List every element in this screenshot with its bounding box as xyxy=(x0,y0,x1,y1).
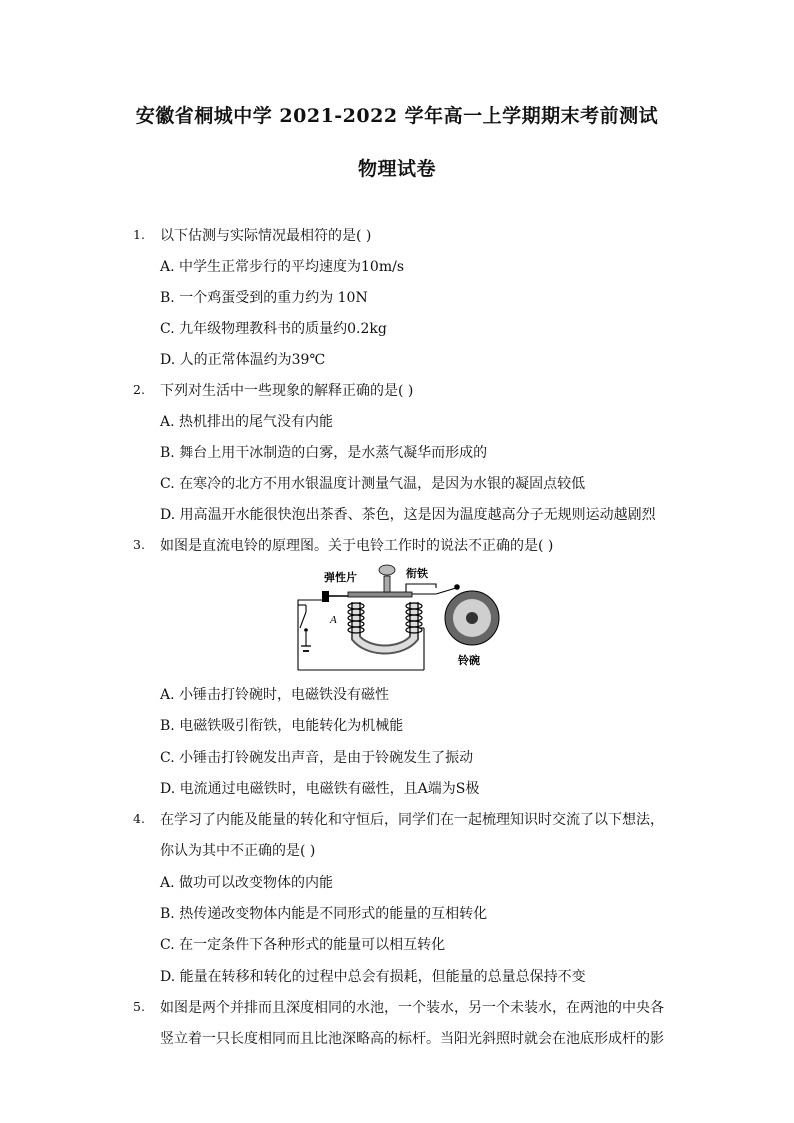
answer-option: B. 舞台上用干冰制造的白雾，是水蒸气凝华而形成的 xyxy=(160,445,488,461)
question-stem-continued: 竖立着一只长度相同而且比池深略高的标杆。当阳光斜照时就会在池底形成杆的影 xyxy=(160,1031,664,1047)
answer-option: B. 电磁铁吸引衔铁，电能转化为机械能 xyxy=(160,718,404,734)
question-stem-continued: 你认为其中不正确的是( ) xyxy=(160,843,316,859)
question-number: 4. xyxy=(133,811,145,826)
answer-option: D. 电流通过电磁铁时，电磁铁有磁性，且A端为S极 xyxy=(160,781,480,797)
label-armature: 衔铁 xyxy=(406,568,428,580)
question-number: 5. xyxy=(133,999,145,1014)
page-title: 安徽省桐城中学 2021-2022 学年高一上学期期末考前测试 xyxy=(135,105,659,127)
question-stem: 下列对生活中一些现象的解释正确的是( ) xyxy=(160,383,414,399)
answer-option: D. 人的正常体温约为39℃ xyxy=(160,352,326,368)
question-number: 2. xyxy=(133,382,145,397)
answer-option: C. 小锤击打铃碗发出声音，是由于铃碗发生了振动 xyxy=(160,750,474,766)
answer-option: B. 热传递改变物体内能是不同形式的能量的互相转化 xyxy=(160,906,488,922)
electric-bell-figure xyxy=(296,560,506,675)
answer-option: C. 九年级物理教科书的质量约0.2kg xyxy=(160,321,387,337)
answer-option: A. 热机排出的尾气没有内能 xyxy=(160,414,334,430)
answer-option: C. 在一定条件下各种形式的能量可以相互转化 xyxy=(160,937,446,953)
question-stem: 如图是直流电铃的原理图。关于电铃工作时的说法不正确的是( ) xyxy=(160,538,554,554)
question-stem: 在学习了内能及能量的转化和守恒后，同学们在一起梳理知识时交流了以下想法， xyxy=(160,812,664,828)
answer-option: D. 能量在转移和转化的过程中总会有损耗，但能量的总量总保持不变 xyxy=(160,969,586,985)
question-number: 1. xyxy=(133,227,145,242)
answer-option: D. 用高温开水能很快泡出茶香、茶色，这是因为温度越高分子无规则运动越剧烈 xyxy=(160,507,656,523)
label-spring-plate: 弹性片 xyxy=(324,572,357,584)
answer-option: A. 做功可以改变物体的内能 xyxy=(160,875,334,891)
answer-option: B. 一个鸡蛋受到的重力约为 10N xyxy=(160,290,368,306)
electric-bell-diagram xyxy=(296,560,506,679)
question-stem: 如图是两个并排而且深度相同的水池，一个装水，另一个未装水，在两池的中央各 xyxy=(160,1000,664,1016)
label-end-a: A xyxy=(330,614,337,626)
question-stem: 以下估测与实际情况最相符的是( ) xyxy=(160,228,372,244)
answer-option: A. 小锤击打铃碗时，电磁铁没有磁性 xyxy=(160,687,390,703)
question-number: 3. xyxy=(133,537,145,552)
label-bell-bowl: 铃碗 xyxy=(458,655,480,667)
answer-option: A. 中学生正常步行的平均速度为10m/s xyxy=(160,259,405,275)
page-subtitle: 物理试卷 xyxy=(357,158,436,180)
answer-option: C. 在寒冷的北方不用水银温度计测量气温，是因为水银的凝固点较低 xyxy=(160,476,586,492)
